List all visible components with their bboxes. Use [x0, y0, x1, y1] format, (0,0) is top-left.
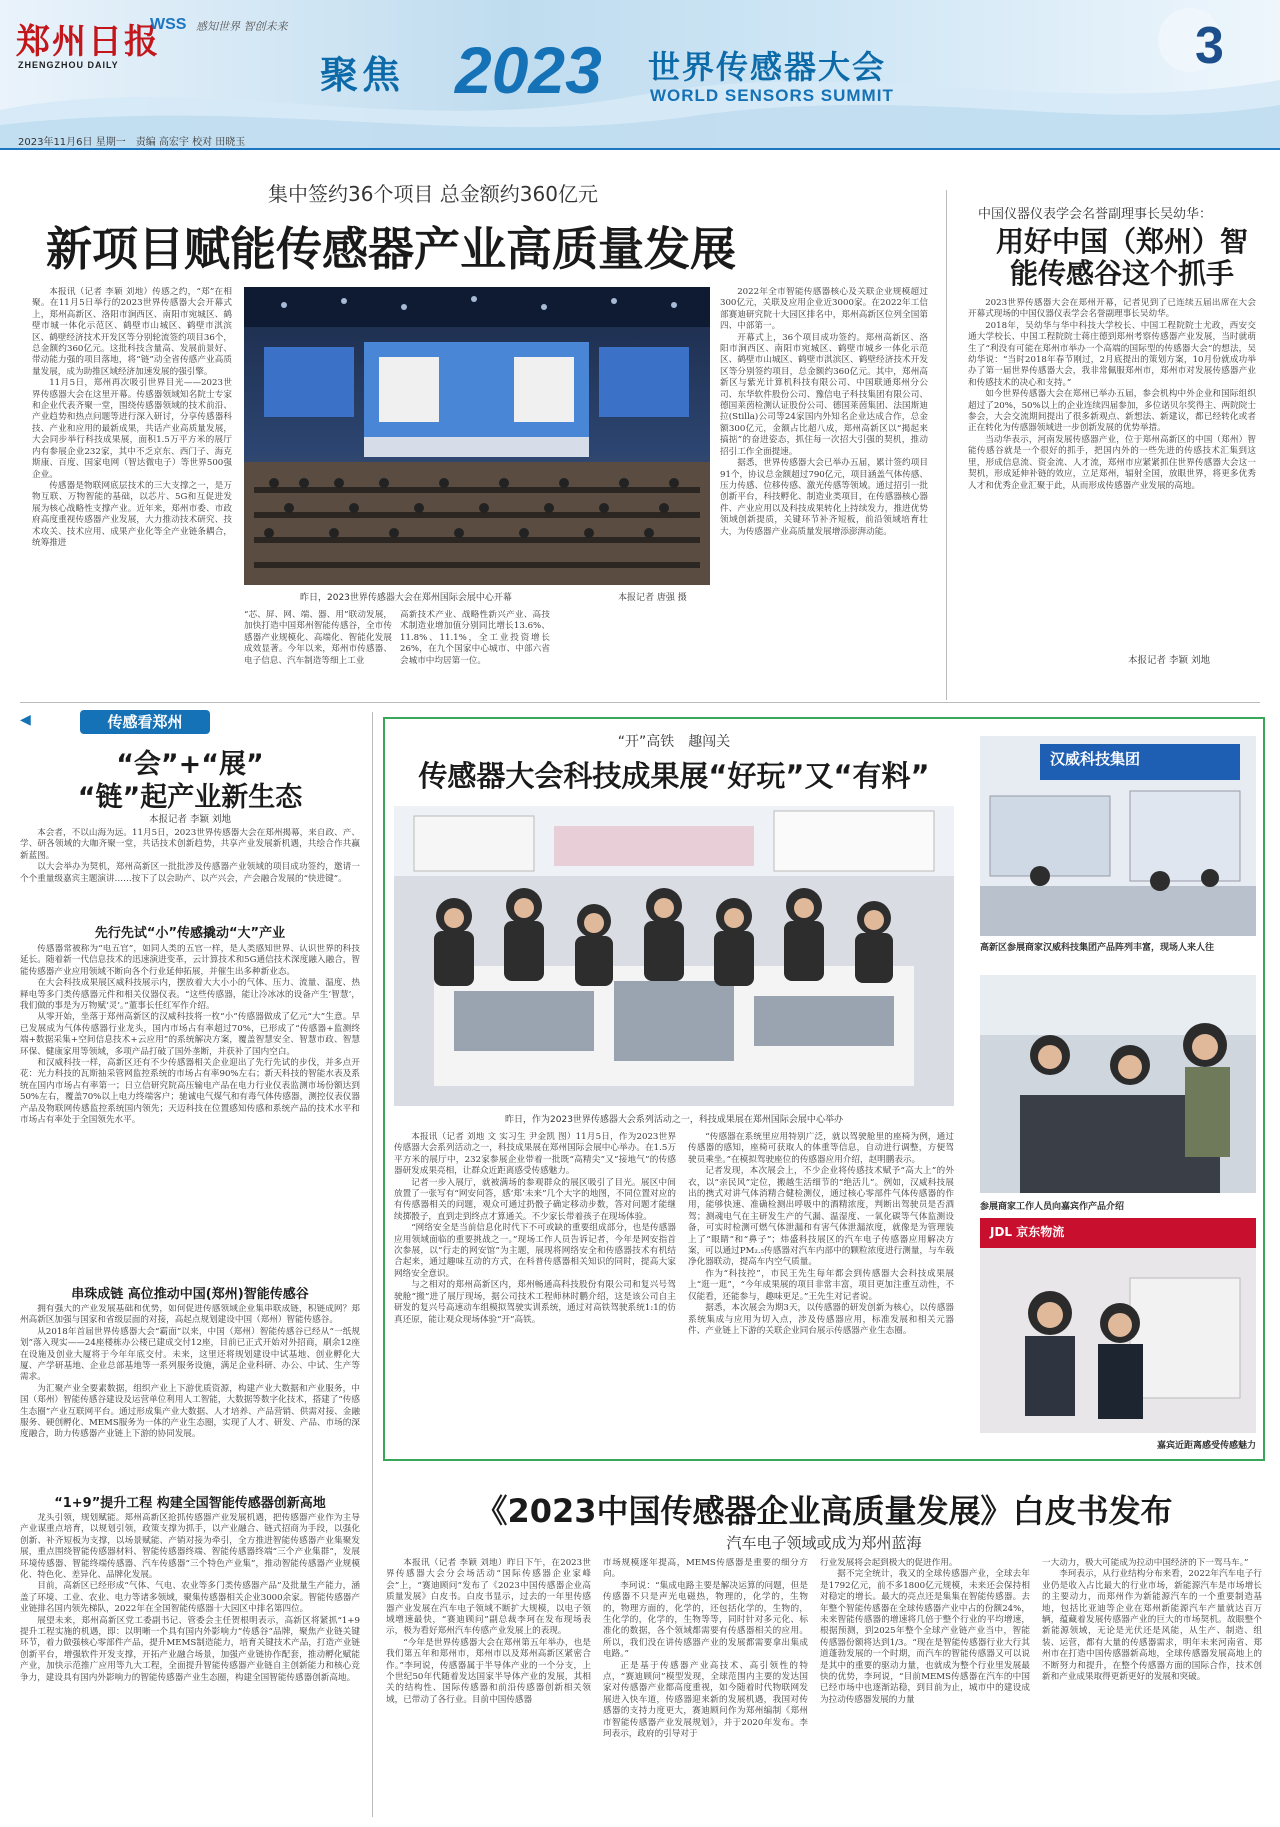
side-byline: 本报记者 李颖 刘地 [1128, 655, 1211, 666]
section-divider [20, 702, 1260, 703]
paragraph: 2023世界传感器大会在郑州开幕，记者见到了已连续五届出席在大会开幕式现场的中国仪器仪表学会名誉副理事长吴幼华。 [968, 298, 1256, 320]
left-byline: 本报记者 李颖 刘地 [148, 814, 232, 825]
summit-title-en: WORLD SENSORS SUMMIT [650, 86, 894, 105]
feature-right-caption-2: 参展商家工作人员向嘉宾作产品介绍 [980, 1202, 1125, 1212]
lead-column-1 [32, 287, 232, 697]
bottom-subtitle: 汽车电子领域或成为郑州蓝海 [726, 1534, 922, 1552]
paragraph: 以大会举办为契机，郑州高新区一批批涉及传感器产业领域的项目成功签约，邀请一个个重量级嘉宾主题演讲……按下了以会助产、以产兴会，产会融合发展的“快进键”。 [20, 862, 360, 884]
paragraph: 本报讯（记者 李颖 刘地）传感之约，“郑”在相聚。在11月5日举行的2023世界传感器大会开幕式上，郑州高新区、洛阳市涧西区、南阳市宛城区、鹤壁市城一体化示范区、鹤壁市山城区、鹤壁市淇滨区、鹤壁经济技术开发区等分别轮流签约项目36个，总金额约360亿元。这批科技含量高、发展前景好、带动能力强的项目落地，将“链”动全省传感产业高质量发展，成为助推区域经济加速发展的强引擎。 [32, 287, 232, 377]
jd-sign: JDL 京东物流 [990, 1225, 1065, 1239]
left-section-3 [20, 1513, 360, 1819]
bottom-column-2 [603, 1558, 808, 1820]
left-subhead-2: 串珠成链 高位推动中国(郑州)智能传感谷 [71, 1287, 309, 1302]
feature-kicker: “开”高铁 趣闯关 [617, 734, 731, 750]
feature-photo-expo-crowd [394, 806, 954, 1106]
paragraph: 传感器是物联网底层技术的三大支撑之一，是万物互联、万物智能的基础，以芯片、5G和互促进发展为核心战略性支撑产业。近年来，郑州市委、市政府高度重视传感器产业发展，大力推动技术研究、技术攻关、技术应用、成果产业化等全产业链条耦合，统筹推进 [32, 480, 232, 548]
section-focus-label: 聚焦 [320, 53, 405, 97]
paragraph: 作为“科技控”，市民王先生每年都会到传感器大会科技成果展上“逛一逛”，“今年成果展的项目非常丰富，项目更加注重互动性，不仅能看，还能参与，趣味更足。”王先生对记者说。 [688, 1268, 954, 1302]
expo-crowd-illustration [394, 806, 954, 1106]
paragraph: 据不完全统计，我又的全球传感器产业，全球去年是1792亿元，前不多1800亿元规模，未来还会保持相对稳定的增长。最大的亮点还是集集在智能传感器。去年整个智能传感器在全球传感器产业中占的份额24%，未来智能传感器的增速将几倍于整个行业的平均增速，根据预测，到2025年整个全球产业链产业当中，智能传感器份额将达到1/3。“现在是智能传感器行业大行其道蓬勃发展的一个时期，而汽车的智能传感器又可以说是其中的重要的驱动力量，也就成为整个行业里发展最快的优势，李珂说，“目前MEMS传感器在汽车的中国已经市场中也逐渐站稳，到目前为止，城市中的建设成为拉动传感器发展的力量 [820, 1569, 1030, 1705]
paragraph: “今年是世界传感器大会在郑州第五年举办，也是我们第五年和郑州市，郑州市以及郑州高新区紧密合作。”李珂说，传感器属于半导体产业的一个分支，上个世纪50年代随着发达国家半导体产业的发展，其相关的结构性、国际传感器和前沿传感器创新相关领域，已带动了各行业。目前中国传感器 [386, 1637, 591, 1705]
dateline: 2023年11月6日 星期一 责编 高宏宇 校对 田晓玉 [18, 137, 246, 148]
lead-headline: 新项目赋能传感器产业高质量发展 [46, 222, 736, 276]
paragraph: 目前，高新区已经形成“气体、气电、农业等多门类传感器产品”及批量生产能力，涵盖了环境、工业、农业、电力等诸多领域，聚集传感器相关企业3000余家。智能传感器产业链排名国内领先梯队，2022年在全国智能传感器十大园区中排名第四位。 [20, 1581, 360, 1615]
feature-right-caption-1: 高新区参展商家汉威科技集团产品阵列丰富，现场人来人往 [980, 943, 1215, 953]
feature-right-caption-3: 嘉宾近距离感受传感魅力 [1156, 1441, 1256, 1451]
paragraph: “网络安全是当前信息化时代下不可或缺的重要组成部分，也是传感器应用领域面临的重要挑战之一。”现场工作人员告诉记者，今年是网安指首次参展，以“行走的网安馆”为主题，展现将网络安全和传感器技术有机结合起来，通过趣味互动的方式，在科普传感器相关知识的同时，提高大家网络安全意识。 [394, 1223, 676, 1279]
chevron-decoration-icon: ◀ [20, 712, 31, 728]
paragraph: “传感器在系统里应用特别广泛，就以驾驶舱里的座椅为例，通过传感器的感知，座椅可获取人的体重等信息，自动进行调整，方便驾驶员乘坐。”在模拟驾驶座位的传感器应用介绍，赵明鹏表示。 [688, 1132, 954, 1165]
newspaper-name-en: ZHENGZHOU DAILY [18, 60, 119, 70]
lead-photo-caption: 昨日，2023世界传感器大会在郑州国际会展中心开幕 [300, 593, 512, 603]
feature-headline: 传感器大会科技成果展“好玩”又“有料” [418, 759, 930, 793]
paragraph: 从零开始，坐落于郑州高新区的汉威科技将一枚“小”传感器做成了亿元“大”生意。早已发展成为气体传感器行业龙头，国内市场占有率超过70%，已形成了“传感器+监测终端+数据采集+空间信息技术+云应用”的系统解决方案，覆盖智慧安全、智慧市政、智慧环保、健康家用等领域，多项产品打破了国外垄断，并获补了国内空白。 [20, 1012, 360, 1057]
paragraph: 为汇聚产业全要素数据，组织产业上下游优质资源，构建产业大数据和产业服务，中国（郑州）智能传感谷建设及运营单位利用人工智能，大数据等数字化技术，搭建了“传感生态圈”产业互联网平台。通过形成集产业大数据、人才培养、产品营销、供需对接、金融服务、硬创孵化、MEMS服务为一体的产业生态圈，实现了人才、研发、产品、市场的深度融合，助力传感器产业链上下游的协同发展。 [20, 1383, 360, 1440]
feature-photo-caption: 昨日，作为2023世界传感器大会系列活动之一，科技成果展在郑州国际会展中心举办 [505, 1115, 843, 1125]
bottom-headline: 《2023中国传感器企业高质量发展》白皮书发布 [475, 1492, 1173, 1530]
page-number: 3 [1195, 17, 1224, 75]
paragraph: 展望未来，郑州高新区党工委副书记、管委会主任贺根明表示，高新区将紧抓“1+9提升工程实施的机遇，即：以明晰一个具有国内外影响力”传感谷“品牌，聚焦产业链关键环节，着力做强核心零部件产品，提升MEMS制造能力，培育关键技术产品，打造产业链创新平台，增强软件开发支撑，开拓产业融合场景，加强产业链协作配套，推动孵化赋能产业，加快示范推广应用等九大工程，全面提升智能传感器产业链自主创新能力和核心竞争力，建设具有国内外影响力的智能传感器产业生态圈，构建全国智能传感器创新高地。 [20, 1615, 360, 1683]
paragraph: 李珂表示，从行业结构分布来看，2022年汽车电子行业仍是收入占比最大的行业市场，新能源汽车是市场增长的主要动力，而郑州作为新能源汽车的一个重要制造基地，包括比亚迪等企业在郑州新能源汽车产量就达百万辆，蕴藏着发展传感器产业的巨大的市场契机。故眼整个新能源领域，无论是光伏还是风能，从生产、制造、组装、运营，都有大量的传感器需求，明年未来河南省、郑州市在打造中国传感器新高地，全球传感器发展高地上的不断努力和提升，在整个传感器方面的国际合作，技术创新和产业成果取得更新更好的发展和突破。 [1042, 1569, 1262, 1683]
lead-photo-conference-hall [244, 287, 710, 585]
paragraph: 与之相对的郑州高新区内，郑州畅通高科技股份有限公司和复兴号驾驶舱“搬”进了展厅现场，据公司技术工程师林时鹏介绍，这是该公司自主研发的复兴号高速动车组模拟驾驶实训系统，通过对高铁驾驶系统1:1的仿真还原，能让观众现场体验“开”高铁。 [394, 1280, 676, 1325]
jd-booth-illustration [980, 1218, 1256, 1433]
paragraph: 从2018年首届世界传感器大会“霸面”以来，中国（郑州）智能传感谷已经从“一纸规划”落入现实——24座楼栋办公楼已建成交付12座，目前已正式开始对外招商，刷余12座在设施及创业大厦将于今年年底交付。未来，这里还将规划建设中试基地、创业孵化大厦、产学研基地、企业总部基地等一系列服务设施，满足企业科研、办公、中试、生产等需求。 [20, 1326, 360, 1383]
paragraph: 如今世界传感器大会在郑州已举办五届，参会机构中外企业和国际组织超过了20%，50%以上的企业连续四届参加，多位诺贝尔奖得主、两院院士参会，大会交流期间提出了很多新观点、新想法、新建议，都已经转化或者正在转化为传感器领域进一步创新发展的优势举措。 [968, 389, 1256, 434]
bottom-column-4 [1042, 1558, 1262, 1820]
feature-column-2 [688, 1132, 954, 1454]
lead-column-4 [720, 287, 928, 697]
paragraph: 传感器常被称为“电五官”，如同人类的五官一样，是人类感知世界、认识世界的科技延长。随着新一代信息技术的迅速演进变革，云计算技术和5G通信技术深度融入融合，智能传感器产业应用领域不断向各个行业延伸拓展，并催生出多种新业态。 [20, 944, 360, 977]
left-section-1 [20, 944, 360, 1274]
paragraph: 2022年全市智能传感器核心及关联企业规模超过300亿元，关联及应用企业近3000家。在2022年工信部赛迪研究院十大园区排名中，郑州高新区位列全国第四、中部第一。 [720, 287, 928, 332]
column-divider [372, 712, 373, 1817]
wss-slogan: 感知世界 智创未来 [196, 20, 288, 33]
feature-column-1 [394, 1132, 676, 1454]
paragraph: 11月5日，郑州再次吸引世界目光——2023世界传感器大会在这里开幕。传感器领域知名院士专家和企业代表齐聚一堂，围绕传感器领域的技术前沿、产业趋势和热点问题等进行深入研讨，分享传感器科技、产业和应用的最新成果，共话产业高质量发展，大会同步举行科技成果展，面积1.5万平方米的展厅内有参展企业232家，其中不乏京东、西门子、海克斯康、百度、国家电网（智达微电子）等世界500强企业。 [32, 378, 232, 480]
paragraph: 2018年，吴幼华与华中科技大学校长、中国工程院院士尤政，西安交通大学校长、中国工程院院士蒋庄德到郑州考察传感器产业发展，当时就萌生了“利没有可能在郑州市举办一个高端的国际型的传感器大会”的想法，吴幼华说：“当时2018年春节刚过，2月底提出的策划方案，10月份就成功举办了第一届世界传感器大会，我非常佩服郑州市，郑州市对发展传感器产业和传感技术的决心和支持。” [968, 320, 1256, 388]
feature-photo-product-intro [980, 975, 1256, 1193]
lead-column-2 [244, 610, 392, 700]
column-tag: 传感看郑州 [80, 710, 210, 734]
masthead [0, 0, 1280, 150]
paragraph: 一大动力，极大可能成为拉动中国经济的下一驾马车。” [1042, 1558, 1249, 1568]
paragraph: 本报讯（记者 李颖 刘地）昨日下午，在2023世界传感器大会分会场活动“国际传感器企业家峰会”上，“赛迪顾问”发布了《2023中国传感器企业高质量发展》白皮书。白皮书显示，过去的一年里传感器产业发展在汽车电子领域不断扩大规模，以电子领域增速最快，“赛迪顾问”副总裁李珂在发布现场表示，极为看好郑州汽车传感产业发展上的表现。 [386, 1558, 591, 1637]
paragraph: 记者发现，本次展会上，不少企业将传感技术赋予“高大上”的外衣，以“亲民风”定位，搬越生活细节的“绝活儿”。例如，汉威科技展出的携式对讲气体消精合健检测仪，通过核心零部件气体传感器的作用，能够快速、准确检测出呼吸中的酒精浓度，判断出驾驶员是否酒驾；测魂电气在主研发生产的气漏、温湿度、一氧化碳等气体监测设备，可实时检测可燃气体泄漏和有害气体泄漏浓度，就像是为管理装上了“眼睛”和“鼻子”；炜盛科技展区的汽车电子传感器应用解决方案，可以通过PM₂.₅传感器对汽车内部中的颗粒浓度进行测量，与车载净化器联动，提高车内空气质量。 [688, 1166, 954, 1268]
paragraph: 市场规模逐年提高，MEMS传感器是重要的细分方向。 [603, 1558, 808, 1580]
paragraph: 当动华表示，河南发展传感器产业，位于郑州高新区的中国（郑州）智能传感谷就是一个很好的抓手，把国内外的一些先进的传感技术汇集到这里，形成信息流、资金流、人才流，郑州市应紧紧抓住世界传感器大会这一契机，形成延伸补链的效应，立足郑州，辐射全国，放眼世界，将更多优秀人才和优秀企业汇聚于此，从而形成传感器产业发展的高地。 [968, 434, 1256, 491]
left-headline-line1: “会”+“展” [116, 749, 264, 780]
wss-logo: WSS [150, 16, 187, 33]
bottom-column-1 [386, 1558, 591, 1820]
feature-photo-jd-booth [980, 1218, 1256, 1433]
paragraph: 开幕式上，36个项目成功签约。郑州高新区、洛阳市涧西区、南阳市宛城区、鹤壁市城乡一体化示范区、鹤壁市山城区、鹤壁市淇滨区、鹤壁经济技术开发区等分别签约项目，总金额约360亿元。其中，郑州高新区与紫光计算机科技有限公司、中国联通郑州分公司、东华软件股份公司、豫信电子科技集团有限公司、德国莱茵检测认证股份公司、德国莱茵集团、法国斯迪拉(Stilla)公司等24家国内外知名企业达成合作，总金额300亿元，金额占比超八成，郑州高新区以“揭起来搞掂”的奋进姿态，抓住每一次招大引强的契机，推动招引工作全面提速。 [720, 332, 928, 457]
left-subhead-1: 先行先试“小”传感撬动“大”产业 [94, 926, 286, 941]
lead-kicker: 集中签约36个项目 总金额约360亿元 [268, 182, 598, 206]
masthead-wave-decoration [0, 0, 1280, 150]
left-subhead-3: “1+9”提升工程 构建全国智能传感器创新高地 [54, 1496, 326, 1511]
paragraph: 正是基于传感器产业高技术、高引领性的特点，“赛迪顾问”模型发现，全球范围内主要的发达国家对传感器产业都高度重视，如今随着时代物联网发展进入快车道，传感器迎来新的发展机遇，我国对传感器的支持力度更大，赛迪顾问作为郑州编制《郑州市智能传感器产业发展规划》，并于2020年发布。李珂表示，政府的引导对于 [603, 1660, 808, 1740]
left-intro [20, 828, 360, 920]
paragraph: “芯、屏、网、端、器、用”联动发展，加快打造中国郑州智能传感谷，全市传感器产业规模化、高端化、智能化发展成效显著。今年以来，郑州市传感器、电子信息、汽车制造等细上工业 [244, 610, 392, 666]
lead-photo-credit: 本报记者 唐强 摄 [618, 593, 687, 603]
conference-hall-illustration [244, 287, 710, 585]
paragraph: 本会者，不以山海为远。11月5日，2023世界传感器大会在郑州揭幕，来自政、产、学、研各领域的大咖齐聚一堂，共话技术创新趋势，共享产业发展新机遇，共绘合作共赢新蓝图。 [20, 828, 360, 861]
paragraph: 李珂说：“集成电路主要是解决运算的问题，但是传感器不只是声光电磁热，物理的，化学的，生物的，物理方面的，化学的，还包括化学的，生物的，生化学的，化学的，生物等等，同时针对多元化、标准化的数据，各个领域都需要有传感器相关的应用。所以，我们没在讲传感器产业的发展都需要拿出集成电路。” [603, 1580, 808, 1660]
side-body [968, 298, 1256, 648]
paragraph: 在大会科技成果展区威科技展示内，摆放着大大小小的气体、压力、流量、温度、热释电等多门类传感器元件和相关仪器仪表。“这些传感器，能让冷冰冰的设备产生‘智慧’，我们做的事是为万物赋‘灵’。”董事长任红军作介绍。 [20, 978, 360, 1012]
summit-title-cn: 世界传感器大会 [648, 48, 887, 86]
paragraph: 行业发展将会起到极大的促进作用。 [820, 1558, 958, 1568]
paragraph: 拥有强大的产业发展基础和优势，如何促进传感领域企业集串联成链，积链成网？郑州高新区加强与国家和省级层面的对接，高起点规划建设中国（郑州）智能传感谷。 [20, 1304, 360, 1326]
left-section-2 [20, 1304, 360, 1484]
newspaper-name: 郑州日报 [16, 22, 160, 62]
paragraph: 据悉，世界传感器大会已举办五届，累计签约项目91个，协议总金额超过790亿元，项目涵盖气体传感、压力传感、位移传感、激光传感等领域。通过招引一批创新平台，科技孵化、制造业类项目，在传感器核心器件、产业应用以及科技成果转化上持续发力，推进优势领域创新提质，关键环节补齐短板，前沿领域培育壮大，为传感器产业高质量发展增添澎湃动能。 [720, 458, 928, 537]
paragraph: 据悉，本次展会为期3天，以传感器的研发创新为核心，以传感器系统集成与应用为切入点，涉及传感器应用，标准发展和相关元器件、产业链上下游的关联企业同台展示传感器产业生态圈。 [688, 1303, 954, 1336]
paragraph: 记者一步入展厅，就被满场的参观群众的展区吸引了目光。展区中间放置了一张写有“网安问答，感‘郑’未来”几个大字的地图，不同位置对应的有传感器相关的问题，观众可通过扔骰子确定移动步数，答对问题才能继续掷骰子，直到走到终点才算通关。不少家长带着孩子在现场体验。 [394, 1177, 676, 1222]
lead-column-3 [400, 610, 550, 700]
left-headline-line2: “链”起产业新生态 [77, 782, 303, 813]
column-divider [946, 190, 947, 700]
paragraph: 和汉威科技一样，高新区还有不少传感器相关企业迎出了先行先试的步伐，并多点开花：光力科技的瓦斯抽采管网监控系统的市场占有率90%左右；新天科技的智能水表及系统在国内市场占有率第一；日立信研究院高压输电产品在电力行业仪表监测市场份额达到50%左右，覆盖70%以上电力终端客户；驰诚电气煤气和有毒气体传感器，测控仪表仪器产品及物联网传感监控系统国内领先；天迈科技在位置感知传感和系统产品的技术水平和市场占有率处于全国领先水平。 [20, 1058, 360, 1126]
summit-year: 2023 [455, 33, 602, 107]
masthead-rule [0, 148, 1280, 150]
paragraph: 高新技术产业、战略性新兴产业、高技术制造业增加值分别同比增长13.6%、11.8%、11.1%，全工业投资增长26%，在九个国家中心城市、中部六省会城市中均居第一位。 [400, 610, 550, 666]
side-headline: 用好中国（郑州）智能传感谷这个抓手 [995, 225, 1248, 290]
paragraph: 本报讯（记者 刘地 文 实习生 尹金凯 图）11月5日，作为2023世界传感器大会系列活动之一，科技成果展在郑州国际会展中心举办。在1.5万平方米的展厅中，232家参展企业带着一批既“高精尖”又“接地气”的传感器研发成果亮相，让群众近距离感受传感魅力。 [394, 1132, 676, 1177]
side-kicker: 中国仪器仪表学会名誉副理事长吴幼华： [978, 207, 1213, 222]
hanwei-sign: 汉威科技集团 [1050, 750, 1141, 768]
product-intro-illustration [980, 975, 1256, 1193]
bottom-column-3 [820, 1558, 1030, 1820]
paragraph: 龙头引领，规划赋能。郑州高新区抢抓传感器产业发展机遇，把传感器产业作为主导产业谋重点培育，以规划引领，政策支撑为抓手，以产业融合、链式招商为手段，以强化创新、补齐短板为支撑，以场景赋能、产销对接为牵引，全方推进智能传感器产业集聚发展，重点围绕智能传感器材料、智能传感器终端、智能传感器终端“三个产业集群”，发展环境传感器、智能终端传感器、汽车传感器“三个特色产业集”，推动智能传感器产业规模化、特色化、差异化、品牌化发展。 [20, 1513, 360, 1581]
